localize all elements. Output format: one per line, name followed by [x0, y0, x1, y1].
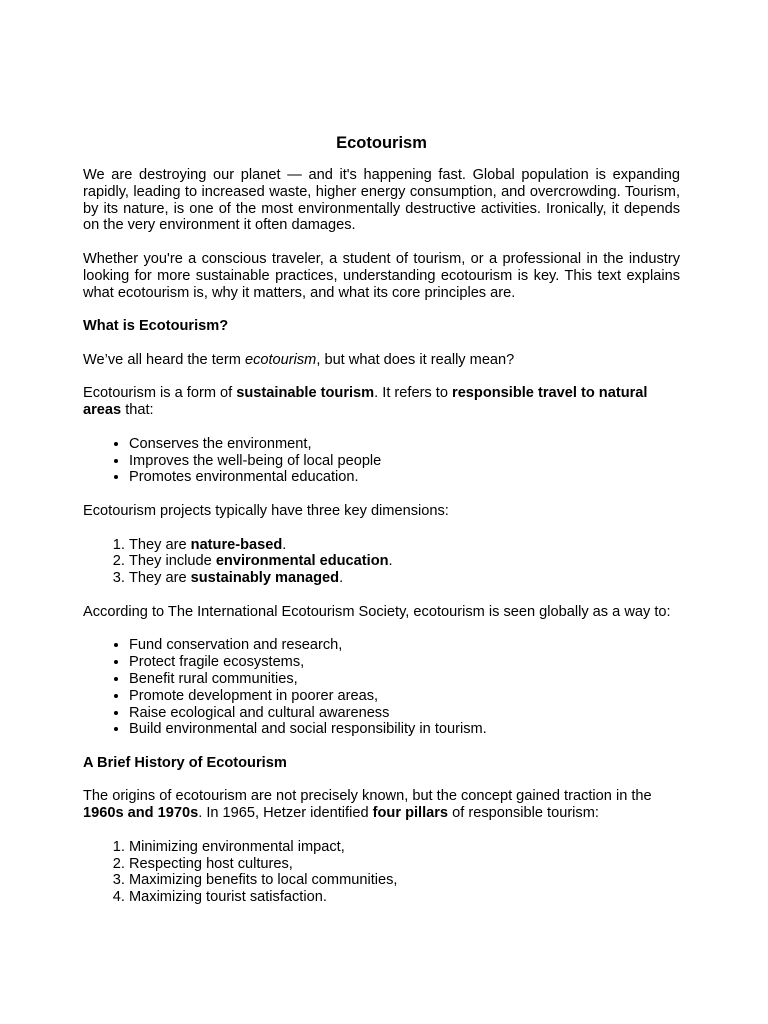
definition-text-d: responsible travel to natural areas [83, 385, 648, 419]
list-item: 1. Minimizing environmental impact, [129, 839, 680, 856]
definition-text-a: Ecotourism is a form of [83, 385, 237, 402]
dimension-pre: They are [129, 536, 191, 553]
term-text-italic: ecotourism [244, 351, 317, 368]
definition-paragraph [83, 385, 680, 419]
dimension-pre: They include [129, 553, 216, 570]
list-item: 3. Maximizing benefits to local communities, [129, 872, 680, 889]
dimension-post: . [388, 553, 393, 570]
list-item: • Build environmental and social responsibility in tourism. [129, 721, 680, 738]
list-item: • Promotes environmental education. [129, 469, 680, 486]
list-item: 4. Maximizing tourist satisfaction. [129, 889, 680, 906]
pillars-list [83, 839, 680, 906]
list-item: • Benefit rural communities, [129, 671, 680, 688]
section-heading-history: A Brief History of Ecotourism [83, 754, 287, 771]
history-text-b: 1960s and 1970s [83, 805, 199, 822]
intro-paragraph-2: Whether you're a conscious traveler, a student of tourism, or a professional in the industry looking for more sustainable practices, understanding ecotourism is key. This text explains what ecotourism is, why it matters, and what its core principles are. [83, 250, 680, 301]
document-page [83, 133, 680, 923]
dimension-bold: sustainably managed [190, 570, 340, 587]
section-heading-what-is-ecotourism: What is Ecotourism? [83, 318, 229, 335]
definition-bullet-list [83, 436, 680, 486]
list-item: 2. Respecting host cultures, [129, 856, 680, 873]
term-text-after: , but what does it really mean? [316, 351, 515, 368]
history-text-d: four pillars [372, 805, 449, 822]
list-item [129, 537, 680, 554]
history-paragraph [83, 788, 680, 822]
list-item [129, 553, 680, 570]
dimension-bold: environmental education [215, 553, 389, 570]
list-item [129, 570, 680, 587]
document-title: Ecotourism [336, 134, 427, 152]
history-text-c: . In 1965, Hetzer identified [198, 805, 373, 822]
history-text-e: of responsible tourism: [448, 805, 599, 822]
definition-text-e: that: [121, 402, 154, 419]
intro-paragraph-1: We are destroying our planet — and it's happening fast. Global population is expanding rapidly, leading to increased waste, higher energy consumption, and overcrowding. Tourism, by its nature, is one of the most environmentally destructive activities. Ironically, it depends on the very environment it often damages. [83, 167, 680, 234]
dimensions-intro: Ecotourism projects typically have three key dimensions: [83, 502, 449, 519]
list-item: • Fund conservation and research, [129, 637, 680, 654]
list-item: • Raise ecological and cultural awareness [129, 705, 680, 722]
list-item: • Conserves the environment, [129, 436, 680, 453]
list-item: • Promote development in poorer areas, [129, 688, 680, 705]
definition-text-b: sustainable tourism [236, 385, 375, 402]
definition-text-c: . It refers to [374, 385, 453, 402]
dimension-post: . [282, 536, 287, 553]
dimension-bold: nature-based [190, 536, 283, 553]
ties-bullet-list [83, 637, 680, 738]
dimension-pre: They are [129, 570, 191, 587]
ties-intro: According to The International Ecotourism Society, ecotourism is seen globally as a way to: [83, 603, 671, 620]
dimension-post: . [339, 570, 344, 587]
list-item: • Improves the well-being of local people [129, 453, 680, 470]
dimensions-list [83, 537, 680, 587]
term-paragraph [83, 352, 680, 369]
history-text-a: The origins of ecotourism are not precisely known, but the concept gained traction in the [83, 788, 652, 805]
list-item: • Protect fragile ecosystems, [129, 654, 680, 671]
term-text-before: We’ve all heard the term [83, 351, 245, 368]
